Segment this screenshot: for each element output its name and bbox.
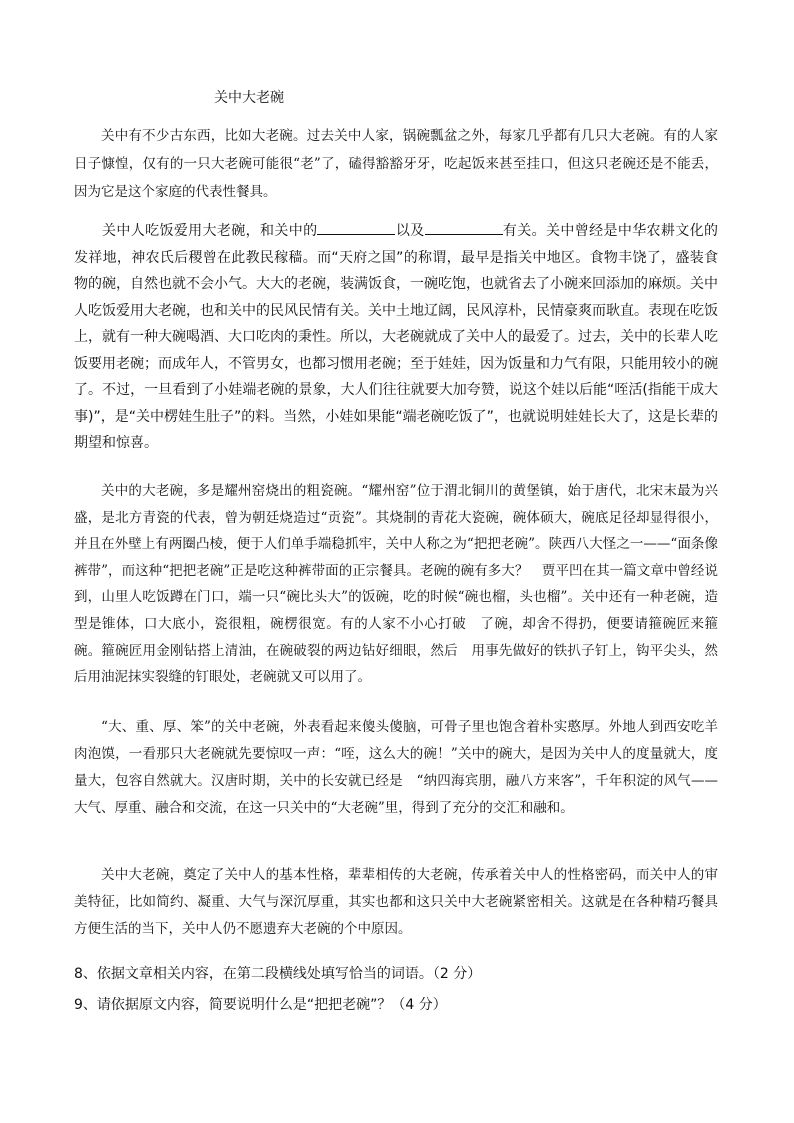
paragraph-2-text-before: 关中人吃饭爱用大老碗，和关中的 <box>102 223 318 239</box>
paragraph-2 <box>74 218 718 457</box>
paragraph-3: 关中的大老碗，多是耀州窑烧出的粗瓷碗。“耀州窑”位于渭北铜川的黄堡镇，始于唐代，北宋末最为兴盛，是北方青瓷的代表，曾为朝廷烧造过“贡瓷”。其烧制的青花大瓷碗，碗体硕大，碗底足径却显得很小，并且在外壁上有两圈凸棱，便于人们单手端稳抓牢，关中人称之为“把把老碗”。陕西八大怪之一——“面条像裤带”，而这种“把把老碗”正是吃这种裤带面的正宗餐具。老碗的碗有多大？ 贾平凹在其一篇文章中曾经说到，山里人吃饭蹲在门口，端一只“碗比头大”的饭碗，吃的时候“碗也榴，头也榴”。关中还有一种老碗，造型是锥体，口大底小，瓷很粗，碗楞很宽。有的人家不小心打破 了碗，却舍不得扔，便要请箍碗匠来箍碗。箍碗匠用金刚钻搭上清油，在碗破裂的两边钻好细眼，然后 用事先做好的铁扒子钉上，钩平尖头，然后用油泥抹实裂缝的钉眼处，老碗就又可以用了。 <box>74 483 718 686</box>
paragraph-4: “大、重、厚、笨”的关中老碗，外表看起来傻头傻脑，可骨子里也饱含着朴实憨厚。外地人到西安吃羊肉泡馍，一看那只大老碗就先要惊叹一声：“咥，这么大的碗！”关中的碗大，是因为关中人的度量就大，度量大，包容自然就大。汉唐时期，关中的长安就已经是 “纳四海宾朋，融八方来客”，千年积淀的风气——大气、厚重、融合和交流，在这一只关中的“大老碗”里，得到了充分的交汇和融和。 <box>74 719 718 816</box>
fill-blank-1[interactable] <box>317 220 395 235</box>
article-title: 关中大老碗 <box>214 90 284 106</box>
question-9: 9、请依据原文内容，简要说明什么是“把把老碗”？（4 分） <box>74 997 447 1013</box>
paragraph-5: 关中大老碗，奠定了关中人的基本性格，辈辈相传的大老碗，传承着关中人的性格密码，而关中人的审美特征，比如简约、凝重、大气与深沉厚重，其实也都和这只关中大老碗紧密相关。这就是在各种精巧餐具方便生活的当下，关中人仍不愿遗弃大老碗的个中原因。 <box>74 867 718 937</box>
paragraph-1: 关中有不少古东西，比如大老碗。过去关中人家，锅碗瓢盆之外，每家几乎都有几只大老碗。有的人家日子慷惶，仅有的一只大老碗可能很“老”了，磕得豁豁牙牙，吃起饭来甚至挂口，但这只老碗还是不能丢，因为它是这个家庭的代表性餐具。 <box>74 128 718 200</box>
question-8: 8、依据文章相关内容，在第二段横线处填写恰当的词语。（2 分） <box>74 966 482 982</box>
fill-blank-2[interactable] <box>425 220 503 235</box>
paragraph-2-text-after: 有关。关中曾经是中华农耕文化的发祥地，神农氏后稷曾在此教民稼穑。而“天府之国”的称谓，最早是指关中地区。食物丰饶了，盛装食物的碗，自然也就不会小气。大大的老碗，装满饭食，一碗吃饱，也就省去了小碗来回添加的麻烦。关中人吃饭爱用大老碗，也和关中的民风民情有关。关中土地辽阔，民风淳朴，民情豪爽而耿直。表现在吃饭上，就有一种大碗喝酒、大口吃肉的秉性。所以，大老碗就成了关中人的最爱了。过去，关中的长辈人吃饭要用老碗；而成年人，不管男女，也都习惯用老碗；至于娃娃，因为饭量和力气有限，只能用较小的碗了。不过，一旦看到了小娃端老碗的景象，大人们往往就要大加夸赞，说这个娃以后能“咥活(指能干成大事)”，是“关中楞娃生肚子”的料。当然，小娃如果能“端老碗吃饭了”，也就说明娃娃长大了，这是长辈的期望和惊喜。 <box>74 223 719 451</box>
paragraph-2-text-middle: 以及 <box>395 223 425 239</box>
